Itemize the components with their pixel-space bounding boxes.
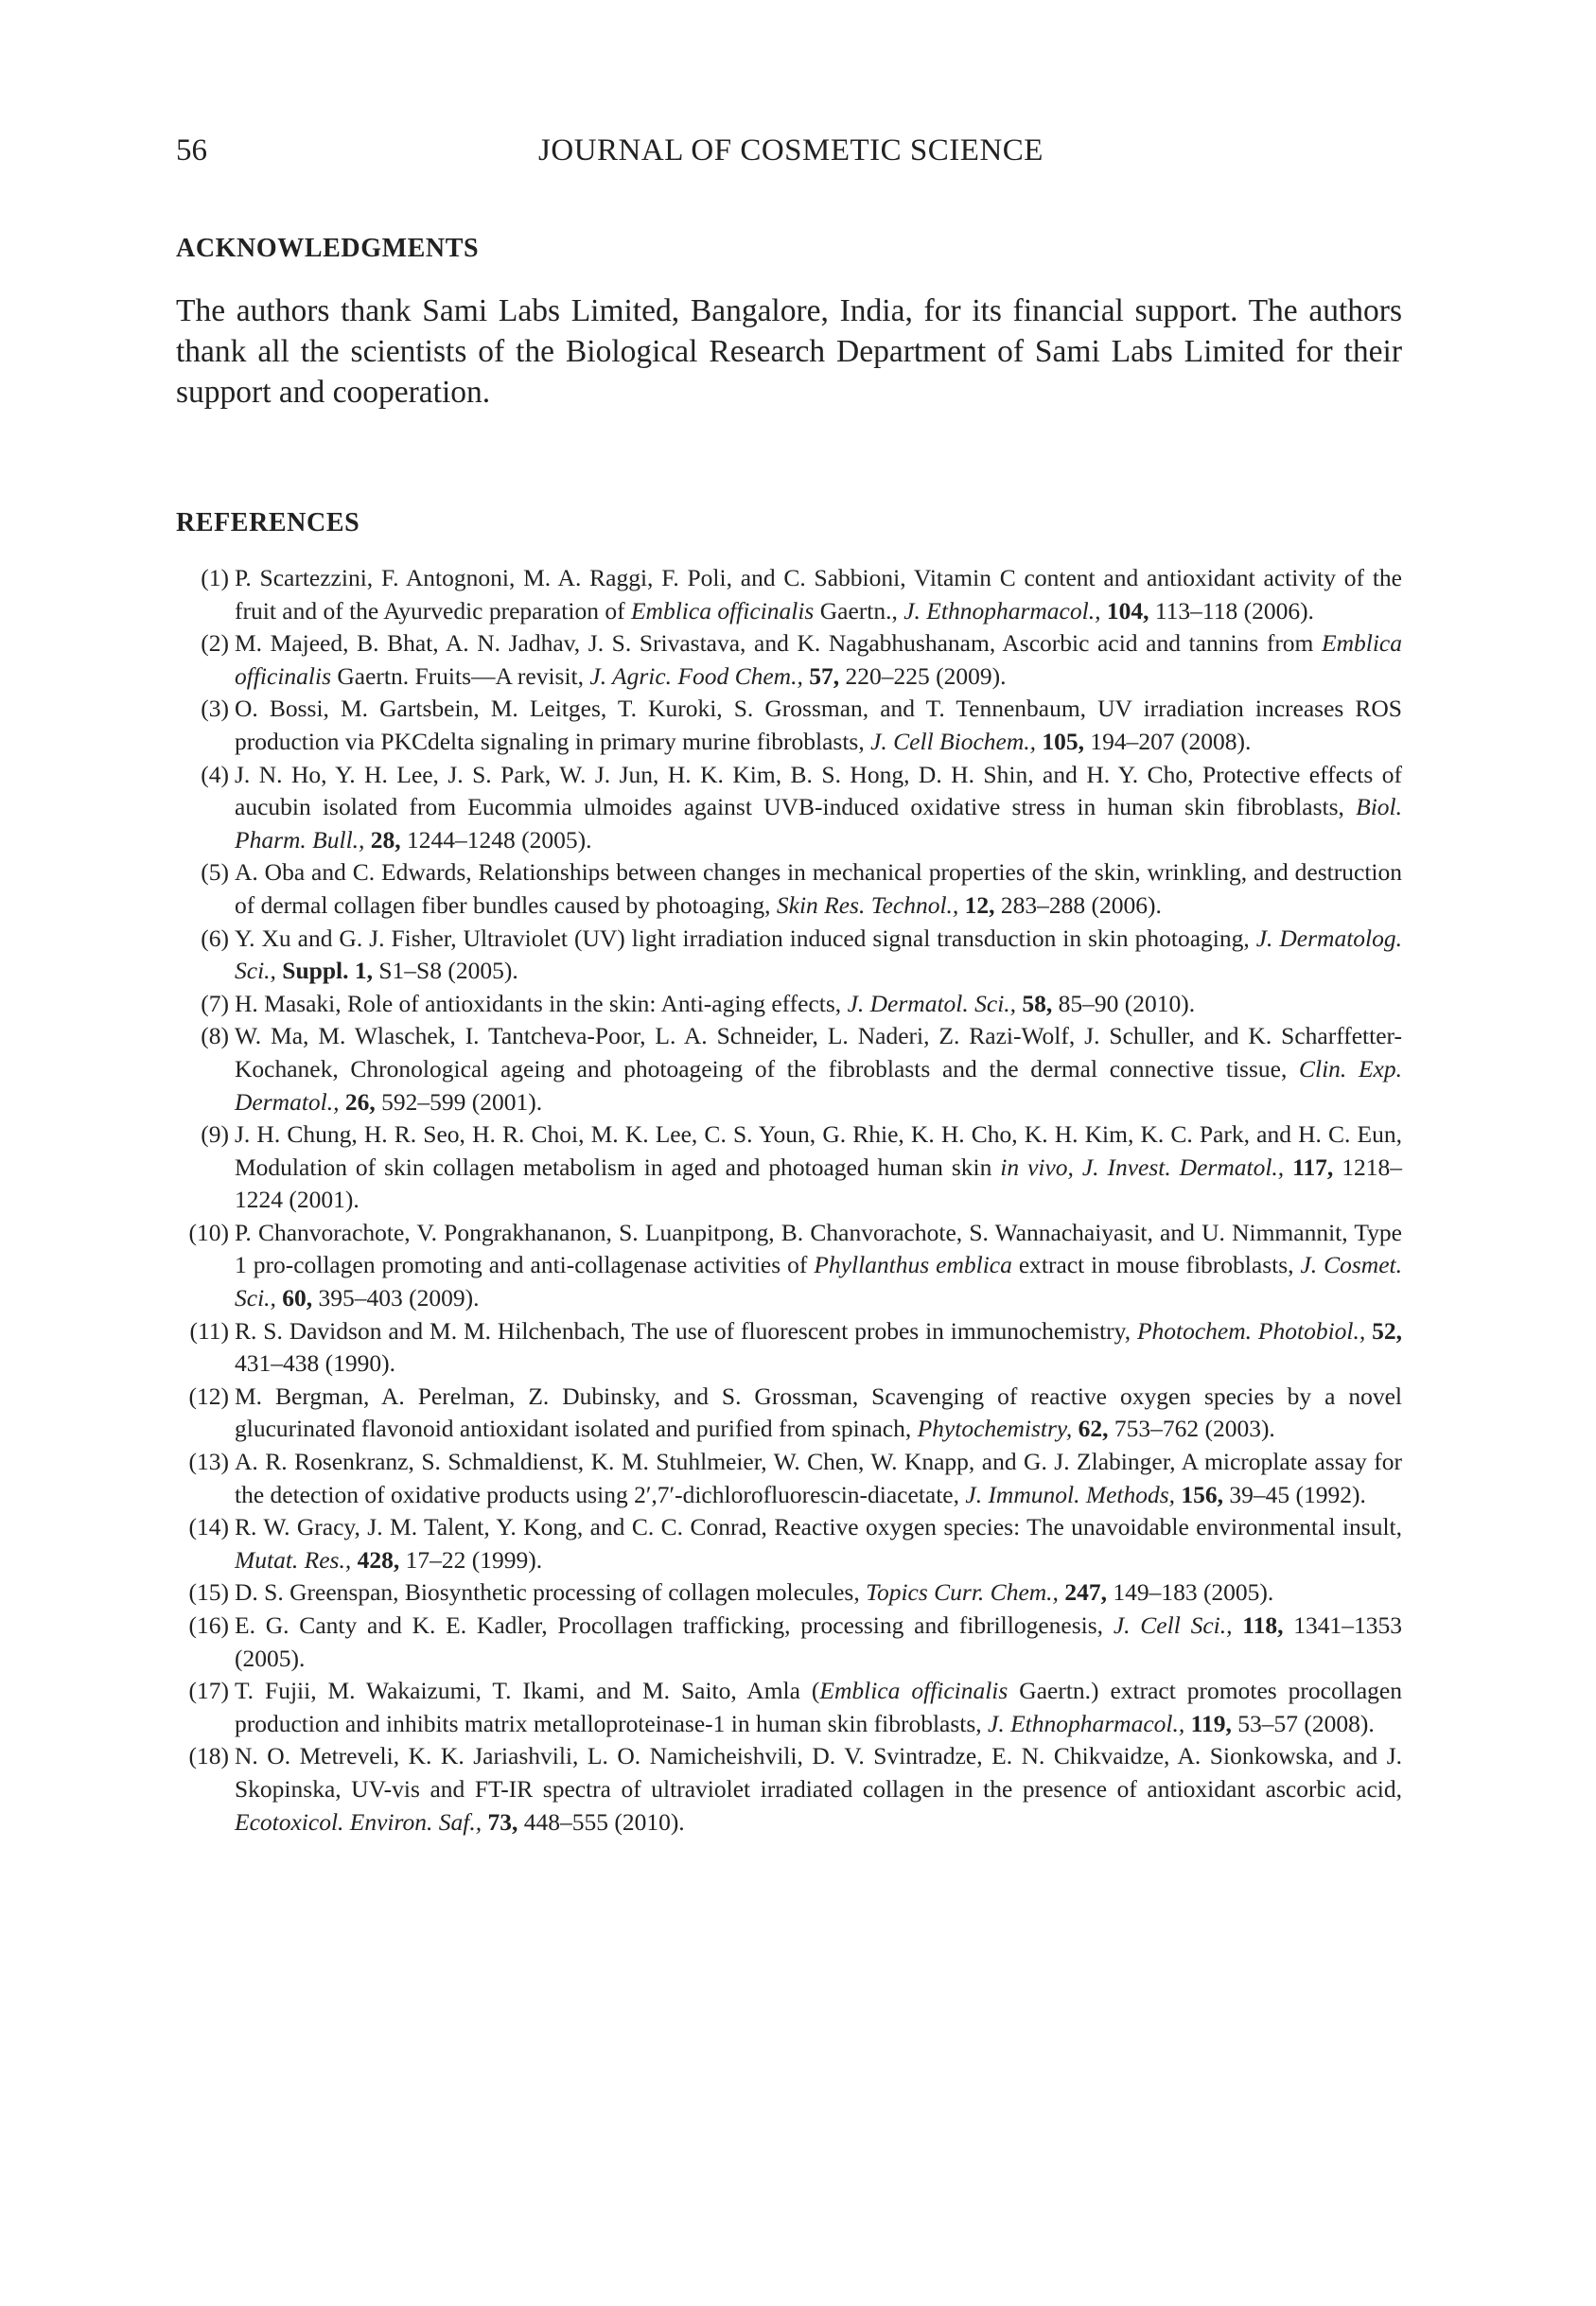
reference-volume: 117, [1292, 1153, 1334, 1181]
reference-italic-text: J. Cosmet. Sci., [235, 1251, 1402, 1312]
reference-text-segment: E. G. Canty and K. E. Kadler, Procollagen trafficking, processing and fibrillogenesis, [235, 1611, 1114, 1639]
reference-text-segment: 39–45 (1992). [1223, 1480, 1366, 1508]
reference-italic-text: J. Immunol. Methods, [965, 1480, 1176, 1508]
reference-volume: 156, [1181, 1480, 1224, 1508]
reference-volume: Suppl. 1, [282, 957, 373, 985]
reference-text-segment: J. H. Chung, H. R. Seo, H. R. Choi, M. K. Lee, C. S. Youn, G. Rhie, K. H. Cho, K. H. Kim, K. C. Park, and H. C. Eun, Modulation of skin collagen metabolism in aged and photoaged human skin [235, 1120, 1402, 1181]
reference-italic-text: Mutat. Res., [235, 1545, 352, 1574]
reference-text [235, 1578, 1273, 1606]
reference-text-segment: A. R. Rosenkranz, S. Schmaldienst, K. M. Stuhlmeier, W. Chen, W. Knapp, and G. J. Zlabinger, A microplate assay for the detection of oxidative products using 2′,7′-dichlorofluorescin-diacetate, [235, 1448, 1402, 1508]
reference-volume: 119, [1190, 1709, 1232, 1737]
reference-item [176, 988, 1402, 1021]
reference-text [235, 1513, 1402, 1574]
reference-italic-text: Phyllanthus emblica [814, 1251, 1012, 1279]
reference-text-segment: P. Chanvorachote, V. Pongrakhananon, S. Luanpitpong, B. Chanvorachote, S. Wannachaiyasit, and U. Nimmannit, Type 1 pro-collagen promoting and anti-collagenase activities of [235, 1218, 1402, 1279]
reference-number: (16) [188, 1611, 229, 1639]
reference-item [176, 1381, 1402, 1446]
reference-text [235, 924, 1402, 985]
reference-text [235, 858, 1402, 919]
reference-item [176, 1675, 1402, 1740]
reference-item [176, 923, 1402, 988]
reference-italic-text: Emblica officinalis [630, 596, 815, 625]
reference-text-segment: Gaertn.) extract promotes procollagen production and inhibits matrix metalloproteinase-1 in human skin fibroblasts, [235, 1677, 1402, 1737]
reference-volume: 73, [487, 1807, 518, 1836]
reference-text-segment: Y. Xu and G. J. Fisher, Ultraviolet (UV) light irradiation induced signal transduction in skin photoaging, [235, 924, 1256, 952]
reference-volume: 105, [1042, 727, 1085, 755]
reference-item [176, 1610, 1402, 1675]
reference-volume: 118, [1242, 1611, 1284, 1639]
reference-volume: 26, [344, 1087, 376, 1116]
reference-volume: 428, [357, 1545, 400, 1574]
reference-italic-text: J. Dermatolog. Sci., [235, 924, 1402, 985]
reference-text-segment: 53–57 (2008). [1231, 1709, 1375, 1737]
reference-italic-text: J. Agric. Food Chem., [589, 661, 803, 690]
reference-item [176, 1740, 1402, 1839]
running-head [176, 129, 1406, 172]
reference-italic-text: Photochem. Photobiol., [1136, 1316, 1366, 1345]
reference-text [235, 1120, 1402, 1213]
reference-number: (8) [201, 1022, 229, 1050]
reference-number: (3) [201, 695, 229, 723]
reference-item [176, 1020, 1402, 1118]
reference-italic-text: J. Ethnopharmacol., [903, 596, 1101, 625]
reference-volume: 60, [282, 1284, 313, 1312]
reference-volume: 52, [1372, 1316, 1403, 1345]
reference-number: (10) [188, 1218, 229, 1246]
reference-italic-text: Clin. Exp. Dermatol., [235, 1054, 1402, 1116]
reference-text [235, 1219, 1402, 1311]
reference-item [176, 1446, 1402, 1511]
reference-text-segment: O. Bossi, M. Gartsbein, M. Leitges, T. Kuroki, S. Grossman, and T. Tennenbaum, UV irradiation increases ROS production via PKCdelta signaling in primary murine fibroblasts, [235, 695, 1402, 755]
reference-number: (14) [188, 1513, 229, 1541]
reference-number: (5) [201, 858, 229, 887]
reference-text-segment: T. Fujii, M. Wakaizumi, T. Ikami, and M. Saito, Amla ( [235, 1677, 820, 1705]
reference-text [235, 1742, 1402, 1835]
reference-italic-text: Emblica officinalis [235, 629, 1402, 690]
reference-text [235, 1611, 1402, 1672]
reference-text [235, 761, 1402, 854]
reference-text-segment: 448–555 (2010). [517, 1807, 685, 1836]
reference-text-segment: M. Majeed, B. Bhat, A. N. Jadhav, J. S. Srivastava, and K. Nagabhushanam, Ascorbic acid and tannins from [235, 629, 1323, 658]
reference-volume: 12, [964, 890, 995, 919]
reference-volume: 57, [809, 661, 840, 690]
reference-number: (12) [188, 1382, 229, 1410]
reference-text-segment: 17–22 (1999). [399, 1545, 543, 1574]
reference-italic-text: Ecotoxicol. Environ. Saf., [235, 1807, 482, 1836]
journal-title: JOURNAL OF COSMETIC SCIENCE [538, 133, 1044, 167]
reference-text-segment: W. Ma, M. Wlaschek, I. Tantcheva-Poor, L. A. Schneider, L. Naderi, Z. Razi-Wolf, J. Schuller, and K. Scharffetter-Kochanek, Chronological ageing and photoageing of the fibroblasts and the dermal connective tissue, [235, 1022, 1402, 1083]
reference-text-segment: R. S. Davidson and M. M. Hilchenbach, The use of fluorescent probes in immunochemistry, [235, 1316, 1137, 1345]
reference-number: (7) [201, 989, 229, 1017]
reference-item [176, 856, 1402, 922]
reference-text [235, 1022, 1402, 1115]
reference-item [176, 759, 1402, 857]
reference-text-segment: extract in mouse fibroblasts, [1011, 1251, 1301, 1279]
reference-text-segment: A. Oba and C. Edwards, Relationships between changes in mechanical properties of the skin, wrinkling, and destruction of dermal collagen fiber bundles caused by photoaging, [235, 858, 1402, 919]
reference-text-segment: D. S. Greenspan, Biosynthetic processing of collagen molecules, [235, 1578, 867, 1607]
reference-item [176, 693, 1402, 758]
reference-italic-text: J. Cell Biochem., [870, 727, 1037, 755]
reference-text-segment: 85–90 (2010). [1052, 989, 1196, 1017]
reference-italic-text: Biol. Pharm. Bull., [235, 793, 1402, 854]
reference-text-segment: M. Bergman, A. Perelman, Z. Dubinsky, and S. Grossman, Scavenging of reactive oxygen species by a novel glucurinated flavonoid antioxidant isolated and purified from spinach, [235, 1382, 1402, 1443]
reference-text [235, 1317, 1402, 1378]
reference-text-segment: N. O. Metreveli, K. K. Jariashvili, L. O. Namicheishvili, D. V. Svintradze, E. N. Chikvaidze, A. Sionkowska, and J. Skopinska, UV-vis and FT-IR spectra of ultraviolet irradiated collagen in the presence of antioxidant ascorbic acid, [235, 1742, 1402, 1803]
reference-item [176, 562, 1402, 627]
reference-text [235, 1677, 1402, 1737]
reference-italic-text: in vivo, J. Invest. Dermatol., [1000, 1153, 1285, 1181]
page-number: 56 [176, 133, 207, 167]
reference-italic-text: J. Ethnopharmacol., [988, 1709, 1185, 1737]
reference-text-segment: 431–438 (1990). [235, 1349, 395, 1378]
reference-text-segment: P. Scartezzini, F. Antognoni, M. A. Raggi, F. Poli, and C. Sabbioni, Vitamin C content and antioxidant activity of the fruit and of the Ayurvedic preparation of [235, 564, 1402, 625]
reference-italic-text: Skin Res. Technol., [776, 890, 959, 919]
reference-italic-text: Emblica officinalis [819, 1677, 1008, 1705]
reference-number: (1) [201, 564, 229, 591]
reference-text-segment: 753–762 (2003). [1108, 1415, 1275, 1443]
reference-number: (13) [188, 1448, 229, 1476]
reference-text-segment: Gaertn., [814, 596, 904, 625]
reference-volume: 62, [1078, 1415, 1109, 1443]
reference-text-segment: J. N. Ho, Y. H. Lee, J. S. Park, W. J. Jun, H. K. Kim, B. S. Hong, D. H. Shin, and H. Y. Cho, Protective effects of aucubin isolated from Eucommia ulmoides against UVB-induced oxidative stress in human skin fibroblasts, [235, 760, 1402, 821]
reference-number: (6) [201, 924, 229, 952]
reference-text-segment: 1244–1248 (2005). [400, 825, 592, 854]
reference-item [176, 1118, 1402, 1217]
reference-number: (11) [189, 1316, 229, 1345]
reference-italic-text: J. Dermatol. Sci., [847, 989, 1017, 1017]
reference-volume: 58, [1022, 989, 1053, 1017]
reference-volume: 28, [370, 825, 401, 854]
reference-number: (2) [201, 629, 229, 658]
reference-text-segment: 283–288 (2006). [994, 890, 1162, 919]
reference-text [235, 990, 1195, 1017]
reference-text-segment: S1–S8 (2005). [372, 957, 518, 985]
reference-text-segment: H. Masaki, Role of antioxidants in the skin: Anti-aging effects, [235, 989, 848, 1017]
reference-list [176, 562, 1402, 1839]
reference-italic-text: J. Cell Sci., [1113, 1611, 1233, 1639]
reference-number: (17) [188, 1677, 229, 1705]
reference-number: (9) [201, 1120, 229, 1149]
reference-volume: 104, [1106, 596, 1149, 625]
reference-number: (15) [188, 1578, 229, 1607]
reference-text-segment: 1218–1224 (2001). [235, 1153, 1402, 1214]
reference-text-segment: 220–225 (2009). [839, 661, 1007, 690]
reference-text-segment: R. W. Gracy, J. M. Talent, Y. Kong, and C. C. Conrad, Reactive oxygen species: The unavoidable environmental insult, [235, 1513, 1402, 1541]
reference-volume: 247, [1064, 1578, 1107, 1607]
reference-text [235, 629, 1402, 690]
references-heading: REFERENCES [176, 508, 360, 537]
reference-item [176, 627, 1402, 693]
reference-text-segment: Gaertn. Fruits—A revisit, [331, 661, 590, 690]
reference-text [235, 1448, 1402, 1508]
acknowledgments-body: The authors thank Sami Labs Limited, Bangalore, India, for its financial support. The authors thank all the scientists of the Biological Research Department of Sami Labs Limited for their support and cooperation. [176, 293, 1402, 410]
reference-italic-text: Topics Curr. Chem., [866, 1578, 1059, 1607]
reference-item [176, 1217, 1402, 1315]
reference-text [235, 1382, 1402, 1443]
reference-text-segment: 149–183 (2005). [1106, 1578, 1274, 1607]
reference-text [235, 564, 1402, 625]
reference-item [176, 1576, 1402, 1610]
reference-text-segment: 395–403 (2009). [312, 1284, 480, 1312]
acknowledgments-heading: ACKNOWLEDGMENTS [176, 234, 480, 263]
reference-italic-text: Phytochemistry, [917, 1415, 1073, 1443]
reference-text-segment [1232, 1611, 1242, 1639]
reference-item [176, 1511, 1402, 1576]
reference-number: (4) [201, 760, 229, 788]
reference-text-segment: 194–207 (2008). [1084, 727, 1252, 755]
reference-text [235, 695, 1402, 755]
reference-item [176, 1315, 1402, 1381]
reference-text-segment [1284, 1153, 1292, 1181]
reference-text-segment: 1341–1353 (2005). [235, 1611, 1403, 1672]
reference-text-segment: 592–599 (2001). [375, 1087, 543, 1116]
reference-number: (18) [188, 1742, 229, 1770]
reference-text-segment: 113–118 (2006). [1149, 596, 1314, 625]
